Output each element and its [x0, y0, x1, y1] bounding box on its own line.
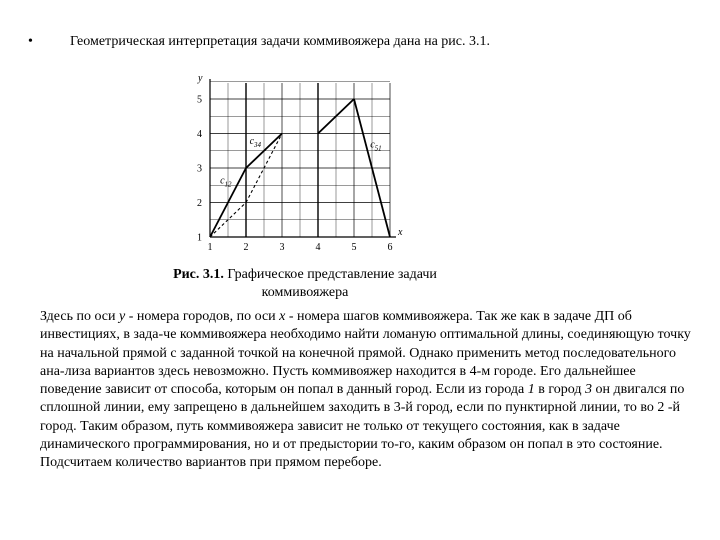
caption-line-1: Графическое представление задачи — [223, 267, 437, 282]
edge-label-letter: c — [249, 135, 255, 147]
body-part-2: - номера городов, по оси — [125, 309, 280, 324]
edge-label-letter: c — [370, 139, 375, 151]
y-tick-label: 5 — [197, 94, 202, 106]
edge-label-subscript: 12 — [224, 180, 232, 189]
edge-label-subscript: 34 — [254, 140, 262, 149]
y-tick-label: 4 — [197, 129, 202, 140]
caption-line-2: коммивояжера — [261, 285, 349, 300]
edge-label-letter: c — [220, 175, 225, 187]
body-var-x: x — [279, 309, 286, 324]
figure-caption — [140, 266, 470, 302]
y-tick-label: 1 — [197, 232, 202, 244]
body-paragraph — [40, 308, 700, 473]
axes — [210, 79, 396, 237]
x-tick-label: 6 — [387, 242, 393, 253]
body-part-3: - номера шагов коммивояжера. Так же как в задаче ДП об инвестициях, в зада-че коммивояжера необходимо найти ломаную оптимальной длины, соединяющую точку на начальной прямой с заданной точкой на конечной прямой. Однако применить метод последовательного ана-лиза вариантов здесь невозможно. Пусть коммивояжер находится в 4-м городе. Его дальнейшее поведение зависит от способа, которым он попал в данный город. Если из города — [40, 309, 691, 398]
x-tick-label: 4 — [315, 242, 321, 253]
bullet-marker: • — [28, 34, 33, 49]
edge-label-c12 — [220, 176, 232, 189]
y-axis-label: y — [198, 73, 203, 84]
edge-annotations — [220, 136, 382, 189]
body-part-5: он двигался по сплошной линии, ему запрещено в дальнейшем заходить в 3-й город, если по пунктирной линии, то во 2 -й город. Таким образом, путь коммивояжера зависит не только от текущего состояния, как в задаче динамического программирования, но и от предыстории то-го, каким образом он попал в это состояние. Подсчитаем количество вариантов при прямом переборе. — [40, 382, 685, 471]
body-part-1: Здесь по оси — [40, 309, 119, 324]
x-axis-label: x — [398, 227, 403, 238]
edge-label-subscript: 51 — [374, 144, 382, 153]
grid — [210, 82, 390, 237]
x-tick-label: 2 — [243, 242, 249, 253]
body-city-3: 3 — [584, 382, 592, 398]
body-city-1: 1 — [527, 382, 535, 398]
section-heading: Геометрическая интерпретация задачи коммивояжера дана на рис. 3.1. — [70, 34, 490, 49]
y-tick-label: 3 — [197, 163, 202, 175]
body-part-4: в город — [534, 382, 585, 398]
y-tick-label: 2 — [197, 198, 202, 209]
x-tick-label: 5 — [351, 242, 357, 253]
edge-label-c34 — [250, 136, 262, 149]
traveling-salesman-graph — [190, 52, 410, 252]
caption-prefix: Рис. 3.1. — [173, 267, 224, 282]
body-var-y: y — [119, 309, 126, 324]
x-tick-label: 1 — [207, 242, 213, 253]
x-tick-label: 3 — [279, 242, 285, 253]
